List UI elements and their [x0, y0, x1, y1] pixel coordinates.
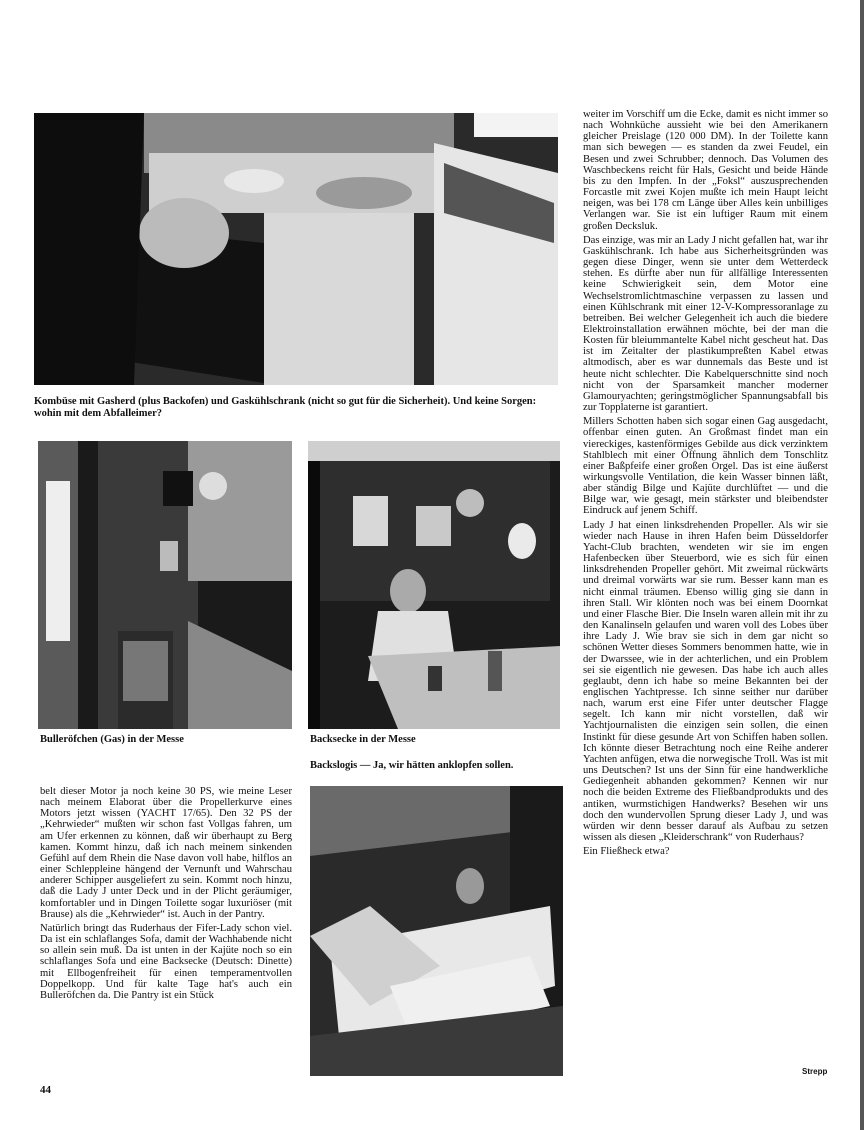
paragraph: Natürlich bringt das Ruderhaus der Fifer-Lady schon viel. Da ist ein schlaflanges Sofa, damit der Wachhabende nicht so allein sein muß. Da ist unten in der Kajüte noch so ein schlaflanges Sofa und eine Backsecke (Deutsch: Dinette) mit Ellbogenfreiheit für einen temperamentvollen Doppelkopp. Und für kalte Tage hat's auch ein Bulleröfchen da. Die Pantry ist ein Stück: [40, 922, 292, 1001]
right-column-text: [583, 109, 828, 857]
dining-photo: [308, 441, 560, 729]
left-column-text: [40, 786, 292, 1004]
paragraph: weiter im Vorschiff um die Ecke, damit es nicht immer so nach Wohnküche aussieht wie bei den Amerikanern gleicher Preislage (120 000 DM). In der Toilette kann man sich bewegen — es standen da zwei Feudel, ein Besen und zwei Schrubber; dennoch. Das Volumen des Waschbeckens reicht für Hals, Gesicht und beide Hände bis zu den Impfen. In der „Foksl“ auszusprechenden Forcastle mit zwei Kojen mußte ich mein Haupt leicht neigen, was bei 178 cm Länge über Alles kein unbilliges Verlangen war. Sie ist ein luftiger Raum mit einem großen Decksluk.: [583, 109, 828, 232]
paragraph: Das einzige, was mir an Lady J nicht gefallen hat, war ihr Gaskühlschrank. Ich habe aus Sicherheitsgründen was gegen diese Dinger, wenn sie unter dem Wetterdeck stehen. Es dürfte aber nun für allfällige Interessenten keine Schwierigkeit sein, dem Motor eine Wechselstromlichtmaschine verpassen zu lassen und einen Kühlschrank mit einer 12-V-Kompressoranlage zu betreiben. Bei welcher Gelegenheit ich auch die biedere Elektroinstallation erwähnen möchte, bei der man die Kosten für bleiummantelte Kabel nicht gescheut hat. Das ist im Zeitalter der plastikumpreßten Kabel etwas altmodisch, aber es war dunnemals das Beste und ist heute nicht schlechter. Die Kabelquerschnitte sind noch nicht von der Sparsamkeit mancher moderner Glamouryachten; geringstmöglicher Spannungsabfall bis zur Topplaterne ist garantiert.: [583, 234, 828, 414]
caption-dining: Backsecke in der Messe: [310, 734, 416, 745]
paragraph: Millers Schotten haben sich sogar einen Gag ausgedacht, offenbar einen guten. An Großmast findet man ein viereckiges, kastenförmiges Gebilde aus dick verzinktem Stahlblech mit einer Öffnung ähnlich dem Tonschlitz einer Baßpfeife einer großen Orgel. Das ist eine äußerst wirkungsvolle Ventilation, die kein Wasser binnen läßt, aber ständig Bilge und Kajüte durchlüftet — und die Bilge war, wie gesagt, mein stärkster und bleibendster Eindruck auf jenem Schiff.: [583, 416, 828, 517]
paragraph: Ein Fließheck etwa?: [583, 846, 670, 858]
page-edge: [860, 0, 864, 1130]
paragraph: belt dieser Motor ja noch keine 30 PS, wie meine Leser nach meinem Elaborat über die Propellerkurve eines Motors jetzt wissen (YACHT 17/65). Den 32 PS der „Kehrwieder“ mußten wir schon fast Vollgas fahren, um am Ufer erkennen zu können, daß wir überhaupt zu Berg kamen. Kommt hinzu, daß ich nach meinem sinkenden Gefühl auf dem Rhein die Nase davon voll habe, hilflos an einer Schleppleine hängend der Vernunft und Wahrschau anderer Schipper ausgeliefert zu sein. Kommt noch hinzu, daß die Lady J unter Deck und in der Plicht geräumiger, komfortabler und in Dingen Toilette sogar luxuriöser (mit Brause) als die „Kehrwieder“ ist. Auch in der Pantry.: [40, 786, 292, 920]
caption-bunk: Backslogis — Ja, wir hätten anklopfen sollen.: [310, 760, 514, 771]
caption-stove: Bulleröfchen (Gas) in der Messe: [40, 734, 184, 745]
paragraph: Lady J hat einen linksdrehenden Propeller. Als wir sie wieder nach Hause in ihren Hafen beim Düsseldorfer Yacht-Club brachten, wendeten wir sie im engen Hafenbecken über Steuerbord, wie es sich für einen linksdrehenden Propeller gehört. Mit zweimal rückwärts und dreimal vorwärts war sie rum. Besser kann man es nicht einmal träumen. Ebenso willig ging sie dann in ihren Stall. Wir klönten noch was bei einem Doornkat und einer Flasche Bier. Die Inseln waren allein mit ihr zu den Kanalinseln gelaufen und waren voll des Lobes über ihre Lady J. Wie brav sie sich in dem gar nicht so schönen Wetter dieses Sommers benommen hatte, wie in der Dwarssee, wie in der achterlichen, und ein Problem sei sie eigentlich nie gewesen. Das habe ich auch alles geglaubt, denn ich habe so meine Bekannten bei der englischen Yachtpresse. Ich sinne seither nur darüber nach, warum erst eine Fifer unter deutscher Flagge segelt. Ich kann mir nicht vorstellen, daß wir Yachtjournalisten die einzigen sein sollen, die einen Instinkt für diese gesunde Art von Schiffen haben sollen. Ich könnte dieser Betrachtung noch eine Reihe anderer Yachten anfügen, etwa die norwegische Troll. Was ist mit uns Deutschen? Ist uns der Sinn für eine handwerkliche Gediegenheit abhanden gekommen? Kennen wir nur noch die beiden Extreme des Fließbandprodukts und des antiken, wurmstichigen Handwerks? Besehen wir uns doch den wundervollen Sprung dieser Lady J, und was würden wir denn besser darauf als Aufbau zu setzen wissen als diesen „Kleiderschrank“ von Ruderhaus?: [583, 519, 828, 843]
stove-photo: [38, 441, 292, 729]
page-number: 44: [40, 1084, 51, 1096]
galley-photo: [34, 113, 558, 385]
photo-credit: Strepp: [802, 1067, 828, 1076]
bunk-photo: [310, 786, 563, 1076]
caption-galley: Kombüse mit Gasherd (plus Backofen) und Gaskühlschrank (nicht so gut für die Sicherheit). Und keine Sorgen: wohin mit dem Abfalleimer?: [34, 396, 537, 419]
